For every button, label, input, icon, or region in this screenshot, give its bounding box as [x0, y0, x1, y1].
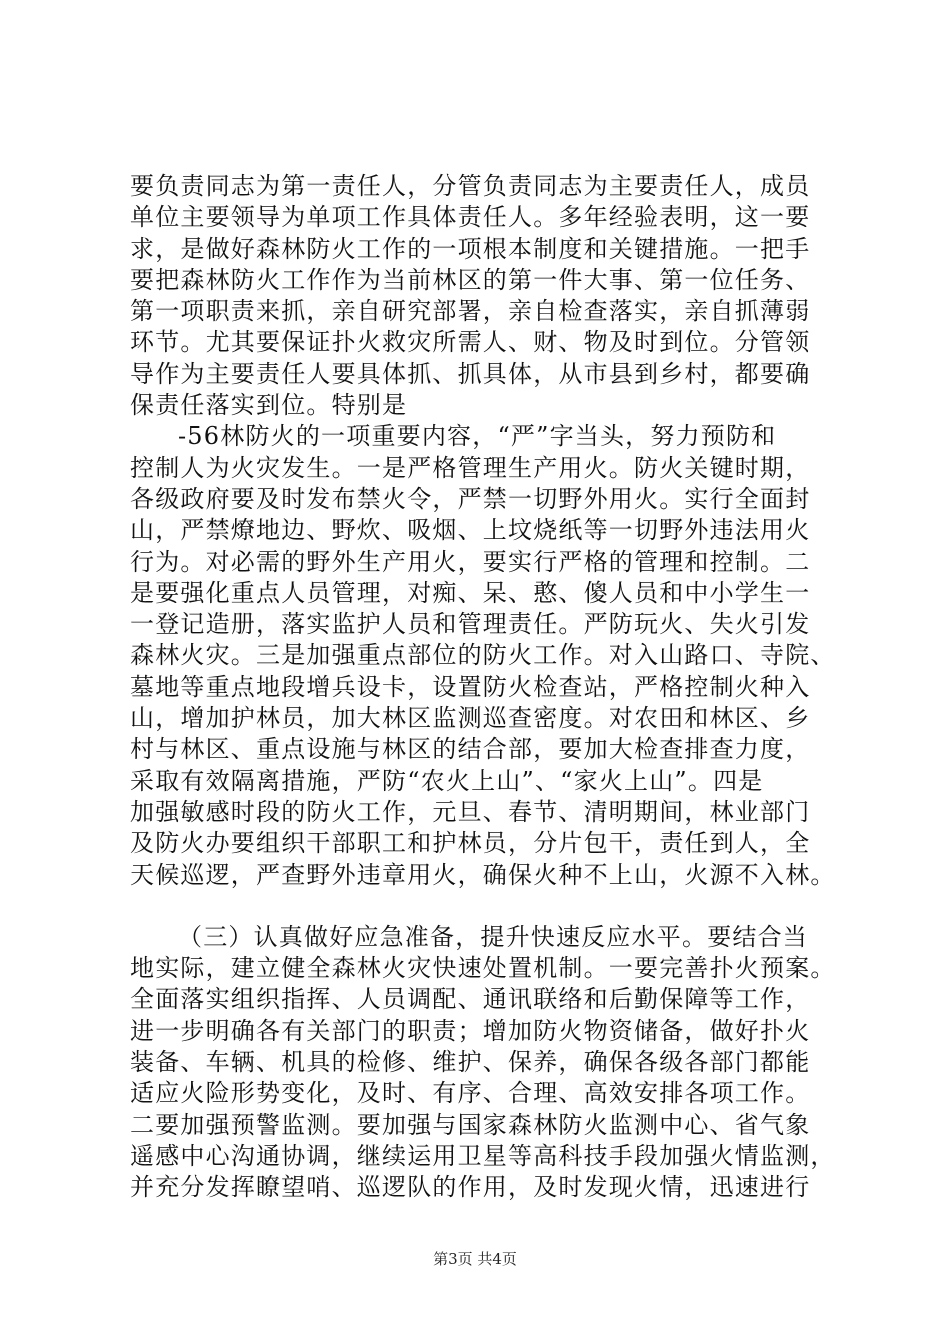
text-line: -56林防火的一项重要内容，“严”字当头，努力预防和	[178, 422, 777, 451]
text-line: 要把森林防火工作作为当前林区的第一件大事、第一位任务、	[130, 265, 811, 294]
text-line: 行为。对必需的野外生产用火，要实行严格的管理和控制。二	[130, 547, 811, 576]
text-line: 全面落实组织指挥、人员调配、通讯联络和后勤保障等工作，	[130, 985, 811, 1014]
text-line: 并充分发挥瞭望哨、巡逻队的作用，及时发现火情，迅速进行	[130, 1173, 811, 1202]
text-line: 遥感中心沟通协调，继续运用卫星等高科技手段加强火情监测，	[130, 1141, 836, 1170]
text-line: 墓地等重点地段增兵设卡，设置防火检查站，严格控制火种入	[130, 672, 811, 701]
text-line: 采取有效隔离措施，严防“农火上山”、“家火上山”。四是	[130, 766, 764, 795]
text-line: 第一项职责来抓，亲自研究部署，亲自检查落实，亲自抓薄弱	[130, 297, 811, 326]
text-line: 导作为主要责任人要具体抓、抓具体，从市县到乡村，都要确	[130, 359, 811, 388]
text-line: 是要强化重点人员管理，对痴、呆、憨、傻人员和中小学生一	[130, 578, 811, 607]
page-footer: 第3页 共4页	[433, 1250, 517, 1268]
text-line: 各级政府要及时发布禁火令，严禁一切野外用火。实行全面封	[130, 484, 811, 513]
text-line: 村与林区、重点设施与林区的结合部，要加大检查排查力度，	[130, 735, 811, 764]
paragraph-gap	[130, 891, 830, 922]
text-line: 装备、车辆、机具的检修、维护、保养，确保各级各部门都能	[130, 1048, 811, 1077]
paragraph-1	[130, 171, 830, 421]
text-line: 单位主要领导为单项工作具体责任人。多年经验表明，这一要	[130, 203, 811, 232]
text-line: 天候巡逻，严查野外违章用火，确保火种不上山，火源不入林。	[130, 860, 836, 889]
text-line: 环节。尤其要保证扑火救灾所需人、财、物及时到位。分管领	[130, 328, 811, 357]
text-line: 山，增加护林员，加大林区监测巡查密度。对农田和林区、乡	[130, 704, 811, 733]
text-line: 地实际，建立健全森林火灾快速处置机制。一要完善扑火预案。	[130, 954, 836, 983]
text-line: 适应火险形势变化，及时、有序、合理、高效安排各项工作。	[130, 1079, 811, 1108]
text-line: 保责任落实到位。特别是	[130, 391, 408, 420]
document-body	[130, 171, 836, 1204]
text-line: 及防火办要组织干部职工和护林员，分片包干，责任到人，全	[130, 829, 811, 858]
text-line: 求，是做好森林防火工作的一项根本制度和关键措施。一把手	[130, 234, 811, 263]
text-line: 二要加强预警监测。要加强与国家森林防火监测中心、省气象	[130, 1110, 811, 1139]
text-line: 一登记造册，落实监护人员和管理责任。严防玩火、失火引发	[130, 610, 811, 639]
paragraph-3	[130, 922, 836, 1204]
text-line: （三）认真做好应急准备，提升快速反应水平。要结合当	[178, 922, 808, 951]
text-line: 进一步明确各有关部门的职责；增加防火物资储备，做好扑火	[130, 1016, 811, 1045]
text-line: 森林火灾。三是加强重点部位的防火工作。对入山路口、寺院、	[130, 641, 836, 670]
text-line: 要负责同志为第一责任人，分管负责同志为主要责任人，成员	[130, 172, 811, 200]
text-line: 控制人为火灾发生。一是严格管理生产用火。防火关键时期，	[130, 453, 811, 482]
text-line: 山，严禁燎地边、野炊、吸烟、上坟烧纸等一切野外违法用火	[130, 516, 811, 545]
text-line: 加强敏感时段的防火工作，元旦、春节、清明期间，林业部门	[130, 797, 811, 826]
paragraph-2	[130, 421, 836, 890]
